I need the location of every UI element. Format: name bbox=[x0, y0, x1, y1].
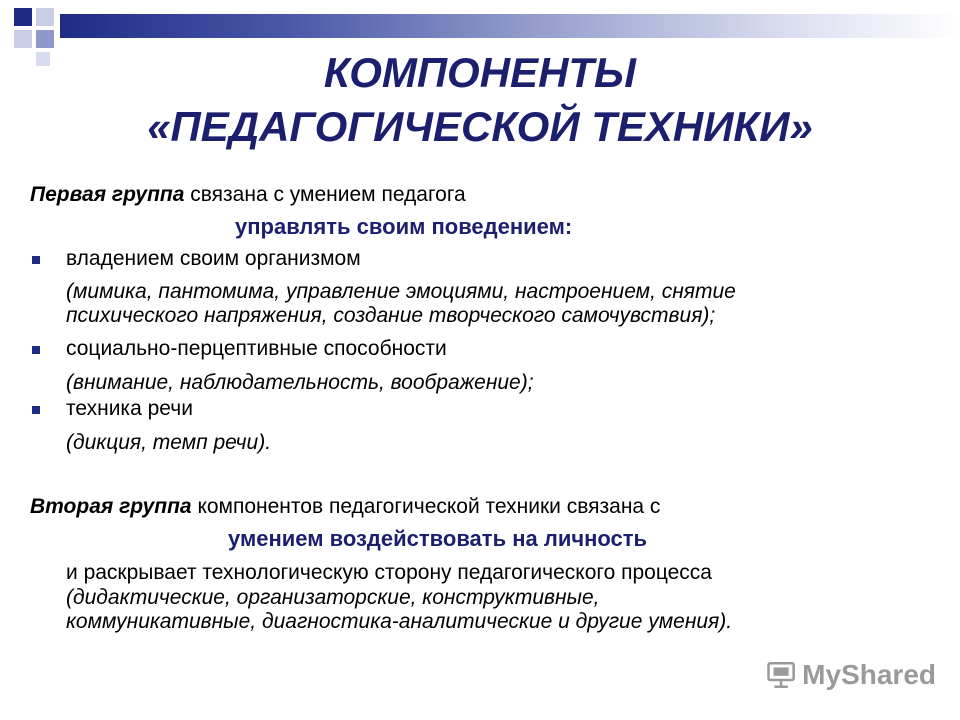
group2-lead-bold: Вторая группа bbox=[30, 495, 192, 518]
group1-highlight: управлять своим поведением: bbox=[235, 214, 573, 239]
bullet-square-icon bbox=[32, 346, 40, 354]
bullet-detail bbox=[66, 280, 736, 328]
group2-lead-rest: компонентов педагогической техники связана с bbox=[191, 495, 661, 518]
bullet-detail-line: психического напряжения, создание творческого самочувствия); bbox=[66, 304, 716, 327]
title-line-1: КОМПОНЕНТЫ bbox=[323, 49, 637, 96]
group1-lead-bold: Первая группа bbox=[30, 183, 185, 206]
bullet-item: техника речи bbox=[66, 397, 193, 420]
title-line-2: «ПЕДАГОГИЧЕСКОЙ ТЕХНИКИ» bbox=[147, 103, 813, 150]
bullet-square-icon bbox=[32, 256, 40, 264]
bullet-square-icon bbox=[32, 406, 40, 414]
group2-highlight: умением воздействовать на личность bbox=[228, 526, 648, 551]
group2-detail bbox=[66, 586, 732, 634]
group1-lead bbox=[30, 182, 466, 208]
watermark-text: MyShared bbox=[802, 659, 936, 690]
group2-detail-line: (дидактические, организаторские, конструктивные, bbox=[66, 586, 600, 609]
bullet-detail: (внимание, наблюдательность, воображение); bbox=[66, 371, 534, 394]
bullet-item: социально-перцептивные способности bbox=[66, 337, 447, 360]
presentation-screen-icon bbox=[766, 658, 796, 692]
group2-lead bbox=[30, 494, 660, 520]
bullet-detail: (дикция, темп речи). bbox=[66, 431, 272, 454]
group2-line: и раскрывает технологическую сторону педагогического процесса bbox=[66, 561, 712, 584]
watermark-logo bbox=[766, 655, 936, 695]
group1-lead-rest: связана с умением педагога bbox=[184, 183, 466, 206]
bullet-item: владением своим организмом bbox=[66, 247, 361, 270]
bullet-detail-line: (мимика, пантомима, управление эмоциями, настроением, снятие bbox=[66, 280, 736, 303]
group2-detail-line: коммуникативные, диагностика-аналитические и другие умения). bbox=[66, 610, 733, 633]
